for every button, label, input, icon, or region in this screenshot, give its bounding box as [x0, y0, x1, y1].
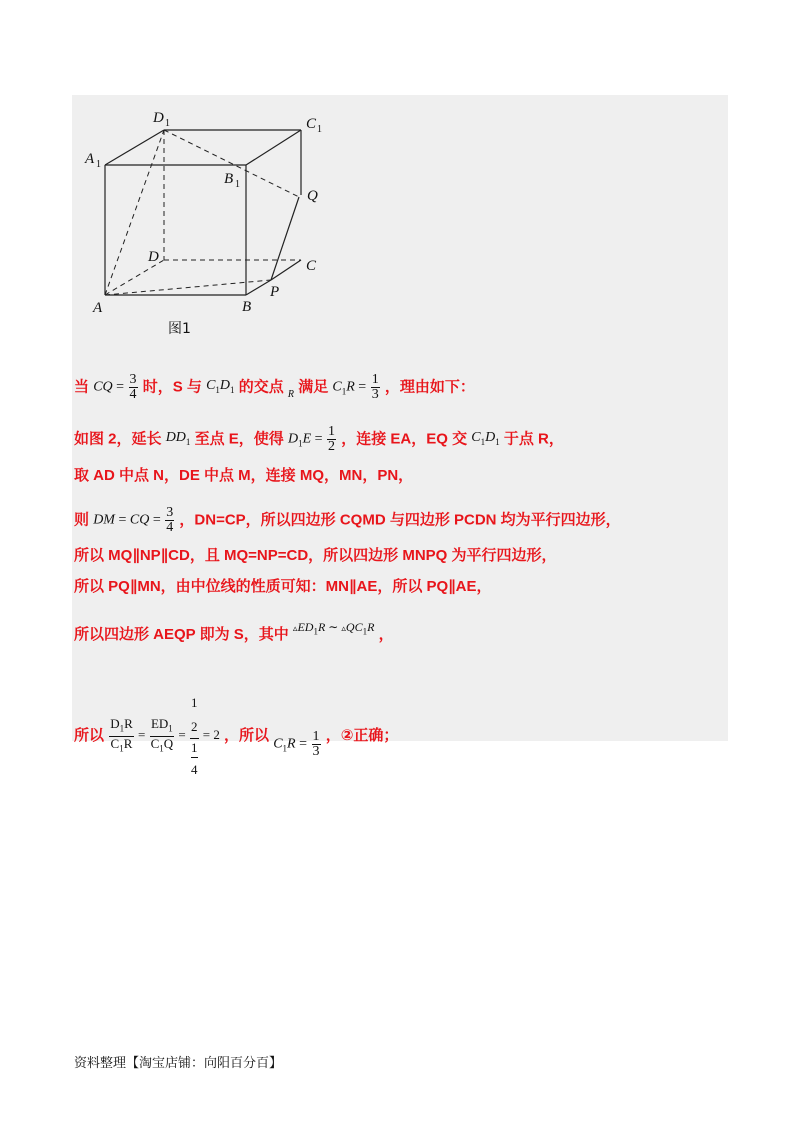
- math-c1r-1-3-b: $C_1R$ = $\frac{1}{3}$: [273, 729, 320, 760]
- l2-post: 于点 R，: [503, 430, 564, 448]
- math-c1r-1-3: $C_1R$ = $\frac{1}{3}$: [332, 372, 379, 402]
- l2-pre: 如图 2，延长: [74, 430, 162, 448]
- math-cq: CQ = $\frac{3}{4}$: [93, 372, 137, 402]
- label-c1: C: [306, 116, 317, 132]
- l7-post: ，: [378, 626, 394, 643]
- l1-pre: 当: [74, 378, 90, 396]
- complex-frac: 1 2 1 4: [190, 690, 199, 782]
- label-q: Q: [307, 188, 318, 204]
- l1-mid1: 时，S 与: [142, 378, 202, 396]
- math-similar: $▵ED_1R$ ∼ $▵QC_1R$: [292, 620, 375, 637]
- line-6: 所以 PQ∥MN，由中位线的性质可知：MN∥AE，所以 PQ∥AE，: [74, 578, 492, 595]
- l4-post: ，DN=CP，所以四边形 CQMD 与四边形 PCDN 均为平行四边形，: [179, 511, 621, 529]
- label-d: D: [148, 249, 159, 265]
- cube-figure: [78, 100, 338, 345]
- l1-post: ，理由如下：: [384, 378, 475, 396]
- label-c: C: [306, 258, 317, 274]
- label-c1-sub: 1: [317, 124, 322, 135]
- label-d1-sub: 1: [165, 118, 170, 129]
- line-8: [74, 690, 398, 782]
- l7-pre: 所以四边形 AEQP 即为 S，其中: [74, 626, 289, 643]
- line-2: [74, 425, 564, 454]
- label-p: P: [270, 284, 280, 300]
- math-c1d1-b: $C_1D_1$: [471, 429, 500, 447]
- label-a1-sub: 1: [96, 159, 101, 170]
- l8-post: ，②正确；: [325, 726, 399, 744]
- label-d1: D: [153, 110, 164, 126]
- figure-caption: 图1: [168, 321, 191, 337]
- line-5: 所以 MQ∥NP∥CD，且 MQ=NP=CD，所以四边形 MNPQ 为平行四边形，: [74, 547, 557, 564]
- l2-mid2: ，连接 EA，EQ 交: [341, 430, 468, 448]
- math-c1d1: $C_1D_1$: [206, 377, 235, 395]
- l8-pre: 所以: [74, 726, 105, 744]
- l8-mid: ，所以: [224, 726, 270, 744]
- label-b: B: [242, 299, 252, 315]
- line-7: [74, 617, 394, 645]
- footer-note: 资料整理【淘宝店铺：向阳百分百】: [74, 1056, 283, 1071]
- frac-3-4: $\frac{3}{4}$: [129, 372, 137, 402]
- line-3: 取 AD 中点 N，DE 中点 M，连接 MQ，MN，PN，: [74, 467, 414, 484]
- label-a1: A: [85, 151, 95, 167]
- l1-mid3: 满足: [298, 378, 329, 396]
- math-dd1: $DD_1$: [165, 429, 191, 447]
- label-b1: B: [224, 171, 234, 187]
- l4-pre: 则: [74, 511, 90, 529]
- l2-mid1: 至点 E，使得: [194, 430, 284, 448]
- math-d1e: $D_1E$ = $\frac{1}{2}$: [287, 424, 336, 454]
- label-a: A: [93, 300, 103, 316]
- l1-mid2: 的交点: [238, 378, 284, 396]
- line-4: [74, 506, 621, 535]
- math-r: R: [287, 389, 295, 401]
- label-b1-sub: 1: [235, 179, 240, 190]
- line-1: [74, 373, 475, 405]
- math-dm-cq: DM = CQ = $\frac{3}{4}$: [93, 505, 174, 535]
- math-ratio: $\frac{D_1R}{C_1R}$ = $\frac{ED_1}{C_1Q}$ = 1 2 1 4 = 2: [108, 690, 220, 782]
